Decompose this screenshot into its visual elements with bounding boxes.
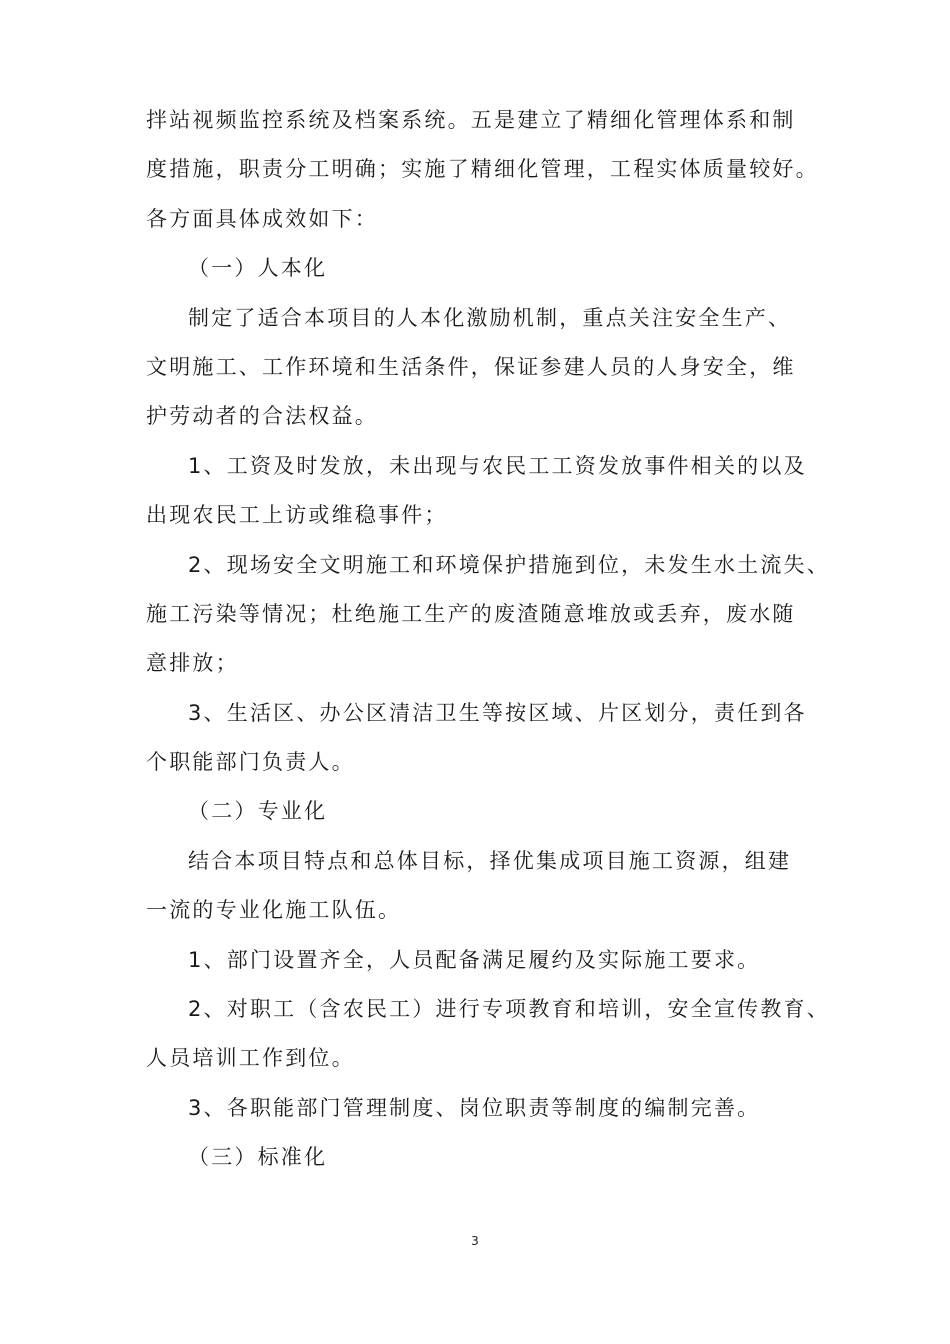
- paragraph-line: 文明施工、工作环境和生活条件，保证参建人员的人身安全，维: [146, 354, 796, 379]
- page-number: 3: [471, 1234, 479, 1248]
- list-item-line: 个职能部门负责人。: [146, 750, 355, 775]
- paragraph-line: 拌站视频监控系统及档案系统。五是建立了精细化管理体系和制: [146, 108, 796, 132]
- list-item-line: 人员培训工作到位。: [146, 1046, 355, 1071]
- list-item-line: 2、现场安全文明施工和环境保护措施到位，未发生水土流失、: [188, 552, 830, 577]
- list-item-line: 2、对职工（含农民工）进行专项教育和培训，安全宣传教育、: [188, 997, 830, 1022]
- paragraph-line: 护劳动者的合法权益。: [146, 404, 378, 429]
- paragraph-line: 各方面具体成效如下：: [146, 206, 378, 231]
- paragraph-line: 结合本项目特点和总体目标，择优集成项目施工资源，组建: [188, 848, 792, 873]
- list-item-line: 3、生活区、办公区清洁卫生等按区域、片区划分，责任到各: [188, 700, 807, 725]
- paragraph-line: 制定了适合本项目的人本化激励机制，重点关注安全生产、: [188, 305, 792, 330]
- paragraph-line: 一流的专业化施工队伍。: [146, 898, 402, 923]
- section-heading-3: （三）标准化: [188, 1145, 328, 1170]
- section-heading-1: （一）人本化: [188, 256, 328, 281]
- body-text: [146, 96, 830, 1183]
- list-item-line: 1、部门设置齐全，人员配备满足履约及实际施工要求。: [188, 947, 761, 972]
- list-item-line: 意排放；: [146, 651, 239, 676]
- list-item-line: 施工污染等情况；杜绝施工生产的废渣随意堆放或丢弃，废水随: [146, 601, 796, 626]
- list-item-line: 1、工资及时发放，未出现与农民工工资发放事件相关的以及: [188, 453, 807, 478]
- list-item-line: 3、各职能部门管理制度、岗位职责等制度的编制完善。: [188, 1095, 761, 1120]
- list-item-line: 出现农民工上访或维稳事件；: [146, 503, 448, 528]
- paragraph-line: 度措施，职责分工明确；实施了精细化管理，工程实体质量较好。: [146, 157, 819, 182]
- section-heading-2: （二）专业化: [188, 799, 328, 824]
